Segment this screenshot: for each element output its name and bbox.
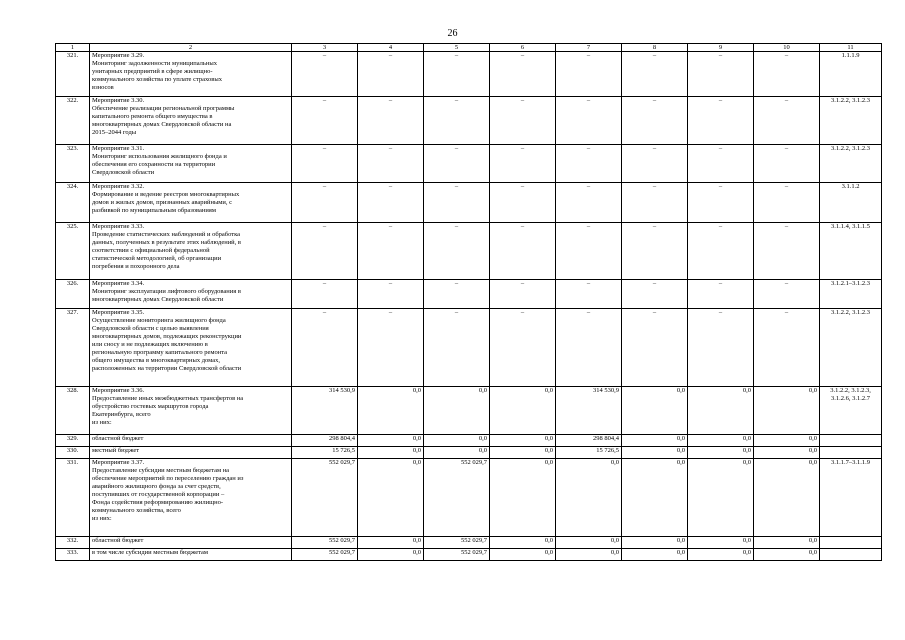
amount-cell: 0,0 [688, 459, 754, 537]
target-reference-cell: 3.1.2.1–3.1.2.3 [820, 280, 882, 309]
amount-cell: 298 804,4 [292, 435, 358, 447]
target-reference-cell: 1.1.1.9 [820, 52, 882, 97]
amount-cell: – [688, 280, 754, 309]
amount-cell: 0,0 [754, 537, 820, 549]
description-line: многоквартирных домов, подлежащих реконструкции [92, 333, 242, 340]
target-reference-cell [820, 435, 882, 447]
description-line: Мероприятие 3.34. [92, 280, 145, 287]
activity-description-cell [90, 280, 292, 309]
amount-cell: 552 029,7 [424, 459, 490, 537]
description-line: Проведение статистических наблюдений и обработка [92, 231, 241, 238]
table-row [56, 280, 882, 309]
amount-cell: – [622, 309, 688, 387]
amount-cell: – [490, 280, 556, 309]
row-number-cell: 326. [56, 280, 90, 309]
amount-cell: 0,0 [424, 447, 490, 459]
amount-cell: 314 530,9 [292, 387, 358, 435]
description-line: Мероприятие 3.32. [92, 183, 145, 190]
row-number-cell: 322. [56, 97, 90, 145]
description-line: 2015–2044 годы [92, 129, 137, 136]
row-number-cell: 321. [56, 52, 90, 97]
row-number-cell: 327. [56, 309, 90, 387]
description-line: областной бюджет [92, 435, 144, 442]
target-reference-cell [820, 447, 882, 459]
amount-cell: – [424, 97, 490, 145]
amount-cell: – [490, 52, 556, 97]
amount-cell: 0,0 [622, 387, 688, 435]
amount-cell: 15 726,5 [556, 447, 622, 459]
row-number-cell: 330. [56, 447, 90, 459]
description-line: общего имущества в многоквартирных домах, [92, 357, 220, 364]
description-line: данных, полученных в результате этих наблюдений, в [92, 239, 241, 246]
table-row [56, 537, 882, 549]
description-line: Предоставление иных межбюджетных трансфертов на [92, 395, 244, 402]
description-line: многоквартирных домах Свердловской области на [92, 121, 232, 128]
amount-cell: 0,0 [688, 549, 754, 561]
target-reference-cell: 3.1.2.2, 3.1.2.3 [820, 309, 882, 387]
amount-cell: 0,0 [490, 549, 556, 561]
amount-cell: – [688, 309, 754, 387]
activity-description-cell [90, 447, 292, 459]
amount-cell: – [292, 183, 358, 223]
description-line: из них: [92, 419, 112, 426]
description-line: Свердловской области с целью выявления [92, 325, 209, 332]
amount-cell: – [556, 97, 622, 145]
description-line: погребения и похоронного дела [92, 263, 180, 270]
amount-cell: – [424, 309, 490, 387]
amount-cell: 552 029,7 [292, 459, 358, 537]
amount-cell: – [292, 52, 358, 97]
amount-cell: 0,0 [490, 387, 556, 435]
amount-cell: – [490, 145, 556, 183]
target-reference-cell: 3.1.1.2 [820, 183, 882, 223]
amount-cell: 0,0 [688, 435, 754, 447]
amount-cell: – [622, 223, 688, 280]
description-line: Мероприятие 3.29. [92, 52, 145, 59]
description-line: областной бюджет [92, 537, 144, 544]
target-reference-cell: 3.1.1.7–3.1.1.9 [820, 459, 882, 537]
description-line: Формирование и ведение реестров многоквартирных [92, 191, 240, 198]
column-number-header: 9 [688, 44, 754, 52]
description-line: Осуществление мониторинга жилищного фонда [92, 317, 226, 324]
description-line: расположенных на территории Свердловской области [92, 365, 242, 372]
amount-cell: 0,0 [754, 549, 820, 561]
column-number-header: 6 [490, 44, 556, 52]
amount-cell: – [688, 145, 754, 183]
activity-description-cell [90, 309, 292, 387]
table-row [56, 387, 882, 435]
amount-cell: 0,0 [490, 459, 556, 537]
budget-table [55, 43, 882, 561]
target-reference-cell [820, 549, 882, 561]
description-line: Екатеринбурга, всего [92, 411, 151, 418]
amount-cell: – [358, 52, 424, 97]
amount-cell: 298 804,4 [556, 435, 622, 447]
amount-cell: 552 029,7 [424, 549, 490, 561]
amount-cell: – [358, 97, 424, 145]
table-row [56, 435, 882, 447]
amount-cell: 0,0 [622, 537, 688, 549]
amount-cell: – [754, 145, 820, 183]
description-line: Мероприятие 3.37. [92, 459, 145, 466]
amount-cell: 0,0 [358, 435, 424, 447]
table-row [56, 52, 882, 97]
target-reference-cell: 3.1.2.2, 3.1.2.3 [820, 97, 882, 145]
amount-cell: 0,0 [754, 387, 820, 435]
amount-cell: – [424, 145, 490, 183]
activity-description-cell [90, 223, 292, 280]
amount-cell: – [688, 223, 754, 280]
amount-cell: 0,0 [754, 435, 820, 447]
table-row [56, 447, 882, 459]
row-number-cell: 323. [56, 145, 90, 183]
description-line: разбивкой по муниципальным образованиям [92, 207, 216, 214]
amount-cell: – [754, 223, 820, 280]
description-line: Мониторинг использования жилищного фонда и [92, 153, 227, 160]
amount-cell: 15 726,5 [292, 447, 358, 459]
activity-description-cell [90, 537, 292, 549]
amount-cell: 0,0 [622, 447, 688, 459]
amount-cell: – [292, 309, 358, 387]
target-reference-cell: 3.1.2.2, 3.1.2.3 [820, 145, 882, 183]
amount-cell: – [754, 280, 820, 309]
table-row [56, 309, 882, 387]
amount-cell: 0,0 [358, 459, 424, 537]
amount-cell: 0,0 [754, 459, 820, 537]
description-line: Свердловской области [92, 169, 155, 176]
amount-cell: – [754, 97, 820, 145]
description-line: взносов [92, 84, 114, 91]
description-line: Предоставление субсидии местным бюджетам на [92, 467, 230, 474]
amount-cell: – [622, 145, 688, 183]
amount-cell: – [754, 183, 820, 223]
activity-description-cell [90, 435, 292, 447]
amount-cell: – [556, 280, 622, 309]
row-number-cell: 324. [56, 183, 90, 223]
table-row [56, 223, 882, 280]
amount-cell: – [688, 97, 754, 145]
activity-description-cell [90, 459, 292, 537]
description-line: поступивших от государственной корпорации – [92, 491, 225, 498]
description-line: домов и жилых домов, признанных аварийными, с [92, 199, 233, 206]
table-row [56, 145, 882, 183]
column-number-header: 3 [292, 44, 358, 52]
table-row [56, 97, 882, 145]
target-reference-cell: 3.1.2.2, 3.1.2.3, 3.1.2.6, 3.1.2.7 [820, 387, 882, 435]
amount-cell: 0,0 [556, 459, 622, 537]
table-row [56, 183, 882, 223]
activity-description-cell [90, 97, 292, 145]
amount-cell: – [292, 280, 358, 309]
description-line: соответствии с официальной федеральной [92, 247, 210, 254]
row-number-cell: 331. [56, 459, 90, 537]
amount-cell: – [358, 309, 424, 387]
description-line: коммунального хозяйства, всего [92, 507, 181, 514]
activity-description-cell [90, 183, 292, 223]
amount-cell: – [424, 223, 490, 280]
amount-cell: – [358, 183, 424, 223]
amount-cell: – [292, 145, 358, 183]
row-number-cell: 333. [56, 549, 90, 561]
target-reference-cell [820, 537, 882, 549]
row-number-cell: 332. [56, 537, 90, 549]
amount-cell: – [688, 52, 754, 97]
description-line: или сносу и не подлежащих включению в [92, 341, 208, 348]
description-line: коммунального хозяйства по уплате страховых [92, 76, 222, 83]
amount-cell: – [490, 97, 556, 145]
amount-cell: – [358, 223, 424, 280]
description-line: унитарных предприятий в сфере жилищно- [92, 68, 213, 75]
amount-cell: 0,0 [688, 387, 754, 435]
description-line: Мероприятие 3.35. [92, 309, 145, 316]
amount-cell: – [358, 145, 424, 183]
amount-cell: 552 029,7 [292, 549, 358, 561]
amount-cell: 0,0 [490, 537, 556, 549]
amount-cell: 552 029,7 [292, 537, 358, 549]
amount-cell: 0,0 [622, 459, 688, 537]
amount-cell: – [490, 183, 556, 223]
amount-cell: 0,0 [490, 447, 556, 459]
description-line: из них: [92, 515, 112, 522]
description-line: Мероприятие 3.31. [92, 145, 145, 152]
page-number: 26 [447, 28, 458, 39]
amount-cell: – [490, 223, 556, 280]
amount-cell: 552 029,7 [424, 537, 490, 549]
amount-cell: – [424, 183, 490, 223]
description-line: Фонда содействия реформированию жилищно- [92, 499, 224, 506]
amount-cell: – [688, 183, 754, 223]
amount-cell: – [556, 145, 622, 183]
amount-cell: – [358, 280, 424, 309]
amount-cell: 0,0 [556, 537, 622, 549]
description-line: Мониторинг эксплуатации лифтового оборудования в [92, 288, 241, 295]
description-line: статистической методологией, об организации [92, 255, 222, 262]
description-line: в том числе субсидии местным бюджетам [92, 549, 209, 556]
row-number-cell: 329. [56, 435, 90, 447]
amount-cell: 0,0 [424, 435, 490, 447]
amount-cell: 0,0 [358, 537, 424, 549]
amount-cell: – [556, 223, 622, 280]
activity-description-cell [90, 145, 292, 183]
description-line: обеспечение мероприятий по переселению граждан из [92, 475, 244, 482]
activity-description-cell [90, 549, 292, 561]
description-line: многоквартирных домах Свердловской области [92, 296, 224, 303]
description-line: аварийного жилищного фонда за счет средств, [92, 483, 221, 490]
column-number-header: 8 [622, 44, 688, 52]
column-number-row [56, 44, 882, 52]
column-number-header: 2 [90, 44, 292, 52]
column-number-header: 10 [754, 44, 820, 52]
table-row [56, 549, 882, 561]
activity-description-cell [90, 52, 292, 97]
amount-cell: 0,0 [556, 549, 622, 561]
row-number-cell: 328. [56, 387, 90, 435]
amount-cell: 0,0 [688, 447, 754, 459]
amount-cell: – [490, 309, 556, 387]
row-number-cell: 325. [56, 223, 90, 280]
amount-cell: – [622, 183, 688, 223]
amount-cell: – [622, 52, 688, 97]
table-row [56, 459, 882, 537]
amount-cell: – [424, 280, 490, 309]
description-line: местный бюджет [92, 447, 140, 454]
amount-cell: – [754, 52, 820, 97]
amount-cell: 0,0 [358, 549, 424, 561]
amount-cell: 314 530,9 [556, 387, 622, 435]
amount-cell: 0,0 [688, 537, 754, 549]
amount-cell: – [556, 52, 622, 97]
amount-cell: 0,0 [490, 435, 556, 447]
amount-cell: – [292, 223, 358, 280]
amount-cell: – [292, 97, 358, 145]
amount-cell: – [622, 280, 688, 309]
amount-cell: – [556, 183, 622, 223]
target-reference-cell: 3.1.1.4, 3.1.1.5 [820, 223, 882, 280]
amount-cell: 0,0 [754, 447, 820, 459]
column-number-header: 1 [56, 44, 90, 52]
amount-cell: – [622, 97, 688, 145]
activity-description-cell [90, 387, 292, 435]
amount-cell: 0,0 [622, 435, 688, 447]
amount-cell: 0,0 [424, 387, 490, 435]
column-number-header: 4 [358, 44, 424, 52]
amount-cell: – [556, 309, 622, 387]
description-line: региональную программу капитального ремонта [92, 349, 228, 356]
description-line: обустройство гостевых маршрутов города [92, 403, 209, 410]
description-line: обеспечения его сохранности на территории [92, 161, 216, 168]
amount-cell: – [424, 52, 490, 97]
column-number-header: 7 [556, 44, 622, 52]
description-line: Мероприятие 3.33. [92, 223, 145, 230]
amount-cell: – [754, 309, 820, 387]
description-line: Мероприятие 3.30. [92, 97, 145, 104]
description-line: капитального ремонта общего имущества в [92, 113, 213, 120]
column-number-header: 5 [424, 44, 490, 52]
description-line: Мероприятие 3.36. [92, 387, 145, 394]
amount-cell: 0,0 [622, 549, 688, 561]
amount-cell: 0,0 [358, 447, 424, 459]
column-number-header: 11 [820, 44, 882, 52]
description-line: Мониторинг задолженности муниципальных [92, 60, 217, 67]
description-line: Обеспечение реализации региональной программы [92, 105, 235, 112]
amount-cell: 0,0 [358, 387, 424, 435]
